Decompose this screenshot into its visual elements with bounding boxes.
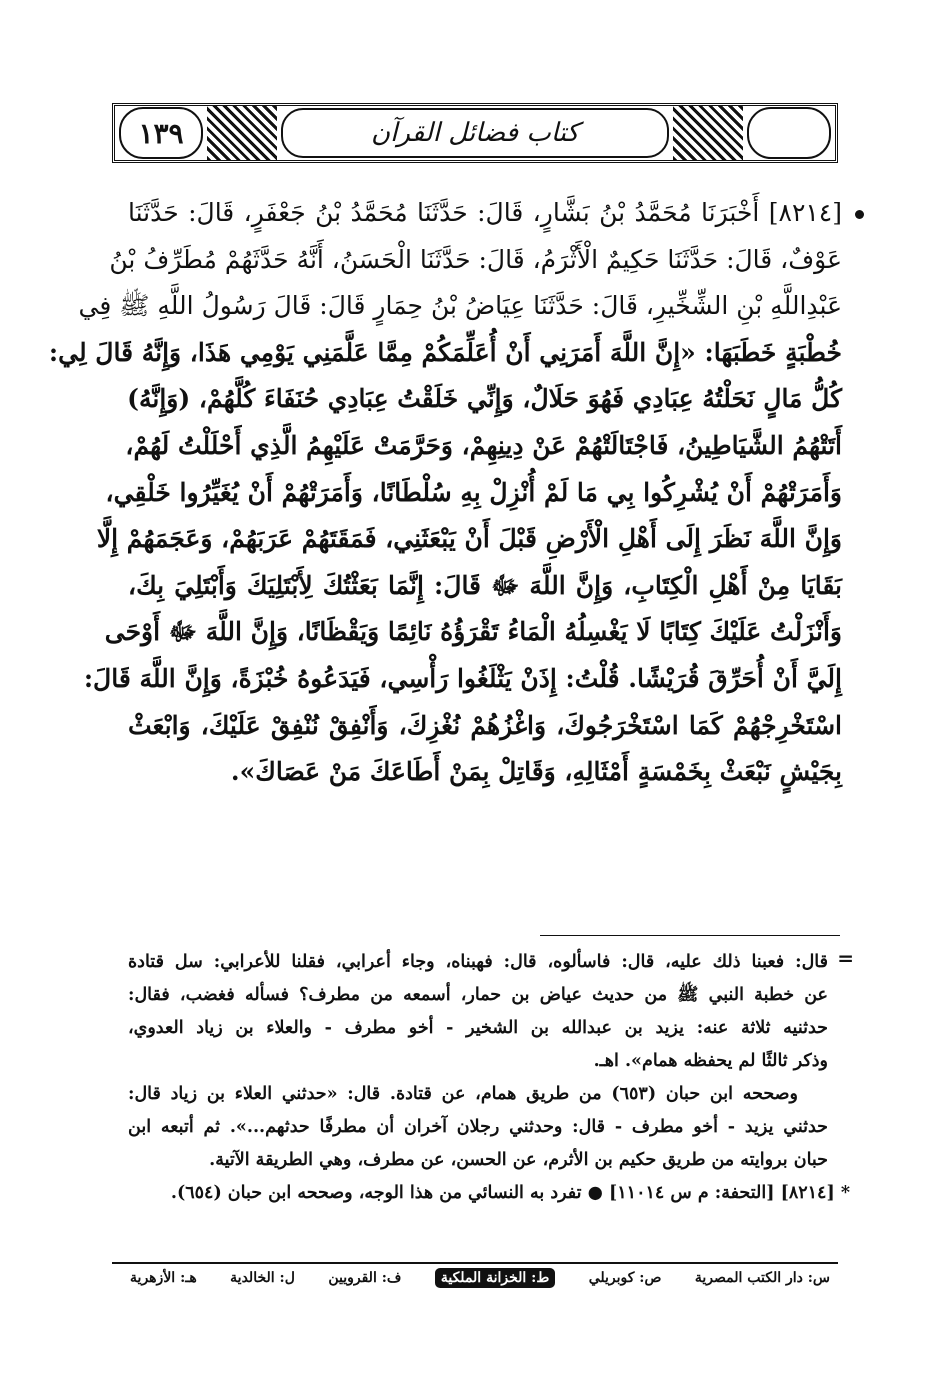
- siglum: ص: كوبريلي: [588, 1270, 662, 1286]
- header-ornament: [207, 106, 277, 160]
- hadith-line: عَبْدِاللَّهِ بْنِ الشِّخِّيرِ، قَالَ: حَدَّثَنَا عِيَاضُ بْنُ حِمَارٍ قَالَ: قَالَ رَسُولُ اللَّهِ ﷺ فِي: [78, 291, 842, 321]
- hadith-line: كُلُّ مَالٍ نَحَلْتُهُ عِبَادِي فَهُوَ حَلَالٌ، وَإِنِّي خَلَقْتُ عِبَادِي حُنَفَاءَ كُلَّهُمْ، (وَإِنَّهُ): [127, 384, 842, 414]
- hadith-text: [48, 190, 842, 796]
- hadith-line: وَأَمَرَتْهُمْ أَنْ يُشْرِكُوا بِي مَا لَمْ أُنْزِلْ بِهِ سُلْطَانًا، وَأَمَرَتْهُمْ أَنْ يُغَيِّرُوا خَلْقِي،: [105, 477, 842, 507]
- footnote-line: حبان بروايته من طريق حكيم بن الأثرم، عن الحسن، عن مطرف، وهي الطريقة الآتية.: [209, 1150, 828, 1170]
- footnote-line: عن خطبة النبي ﷺ من حديث عياض بن حمار، أسمعه من مطرف؟ فسأله فغضب، فقال:: [128, 985, 828, 1005]
- hadith-line: بِجَيْشٍ نَبْعَثْ بِخَمْسَةٍ أَمْثَالِهِ، وَقَاتِلْ بِمَنْ أَطَاعَكَ مَنْ عَصَاكَ».: [230, 757, 842, 787]
- footnotes: [128, 946, 854, 1210]
- continuation-mark: =: [837, 946, 854, 970]
- book-title: كتاب فضائل القرآن: [281, 108, 669, 158]
- manuscript-sigla: [130, 1268, 830, 1288]
- hadith-line: وَأَنْزَلْتُ عَلَيْكَ كِتَابًا لَا يَغْسِلُهُ الْمَاءُ تَقْرَؤُهُ نَائِمًا وَيَقْظَانًا، وَإِنَّ اللَّهَ ﷻ أَوْحَى: [104, 617, 842, 647]
- hadith-line: إِلَيَّ أَنْ أُحَرِّقَ قُرَيْشًا. قُلْتُ: إِذَنْ يَثْلَغُوا رَأْسِي، فَيَدَعُوهُ خُبْزَةً، وَإِنَّ اللَّهَ قَالَ:: [83, 663, 842, 693]
- takhrij-line: * [٨٢١٤] [التحفة: م س ١١٠١٤] ● تفرد به النسائي من هذا الوجه، وصححه ابن حبان (٦٥٤).: [170, 1183, 850, 1203]
- page-number: ١٣٩: [119, 107, 203, 159]
- footnote-divider: [540, 935, 840, 936]
- siglum-highlighted: ط: الخزانة الملكية: [435, 1268, 555, 1288]
- book-seal-logo: [747, 107, 831, 159]
- hadith-line: [٨٢١٤] أَخْبَرَنَا مُحَمَّدُ بْنُ بَشَّارٍ، قَالَ: حَدَّثَنَا مُحَمَّدُ بْنُ جَعْفَرٍ، قَالَ: حَدَّثَنَا: [128, 198, 842, 227]
- hadith-line: عَوْفٌ، قَالَ: حَدَّثَنَا حَكِيمٌ الْأَثْرَمُ، قَالَ: حَدَّثَنَا الْحَسَنُ، أَنَّهُ حَدَّثَهُمْ مُطَرِّفُ بْنُ: [109, 244, 842, 274]
- hadith-line: وَإِنَّ اللَّهَ نَظَرَ إِلَى أَهْلِ الْأَرْضِ قَبْلَ أَنْ يَبْعَثَنِي، فَمَقَتَهُمْ عَرَبَهُمْ، وَعَجَمَهُمْ إِلَّا: [96, 524, 842, 554]
- siglum: هـ: الأزهرية: [130, 1270, 197, 1286]
- hadith-line: اسْتَخْرِجْهُمْ كَمَا اسْتَخْرَجُوكَ، وَاغْزُهُمْ نُغْزِكَ، وَأَنْفِقْ نُنْفِقْ عَلَيْكَ، وَابْعَثْ: [128, 710, 842, 740]
- siglum: س: دار الكتب المصرية: [694, 1270, 830, 1286]
- hadith-line: أَتَتْهُمُ الشَّيَاطِينُ، فَاجْتَالَتْهُمْ عَنْ دِينِهِمْ، وَحَرَّمَتْ عَلَيْهِمُ الَّذِي أَحْلَلْتُ لَهُمْ،: [125, 430, 842, 460]
- bullet-icon: [855, 210, 864, 219]
- page-header: [112, 103, 838, 163]
- hadith-line: بَقَايَا مِنْ أَهْلِ الْكِتَابِ، وَإِنَّ اللَّهَ ﷻ قَالَ: إِنَّمَا بَعَثْتُكَ لِأَبْتَلِيَكَ وَأَبْتَلِيَ بِكَ،: [128, 570, 842, 600]
- hadith-line: خُطْبَةٍ خَطَبَهَا: «إِنَّ اللَّهَ أَمَرَنِي أَنْ أُعَلِّمَكُمْ مِمَّا عَلَّمَنِي يَوْمِي هَذَا، وَإِنَّهُ قَالَ لِي:: [48, 337, 842, 367]
- footnote-line: قال: فعبنا ذلك عليه، قال: فاسألوه، قال: فهبناه، وجاء أعرابي، فقلنا للأعرابي: سل قتادة: [128, 952, 828, 972]
- footer-divider: [112, 1262, 838, 1264]
- footnote-line: وصححه ابن حبان (٦٥٣) من طريق همام، عن قتادة. قال: «حدثني العلاء بن زياد قال:: [128, 1084, 798, 1104]
- footnote-line: وذكر ثالثًا لم يحفظه همام». اهـ.: [593, 1051, 828, 1071]
- siglum: ل: الخالدية: [230, 1270, 295, 1286]
- footnote-line: حدثنيه ثلاثة عنه: يزيد بن عبدالله بن الشخير - أخو مطرف - والعلاء بن زياد العدوي،: [128, 1018, 828, 1038]
- footnote-line: حدثني يزيد - أخو مطرف - قال: وحدثني رجلان آخران أن مطرفًا حدثهم...». ثم أتبعه ابن: [128, 1117, 828, 1137]
- header-ornament: [673, 106, 743, 160]
- siglum: ف: القرويين: [328, 1270, 402, 1286]
